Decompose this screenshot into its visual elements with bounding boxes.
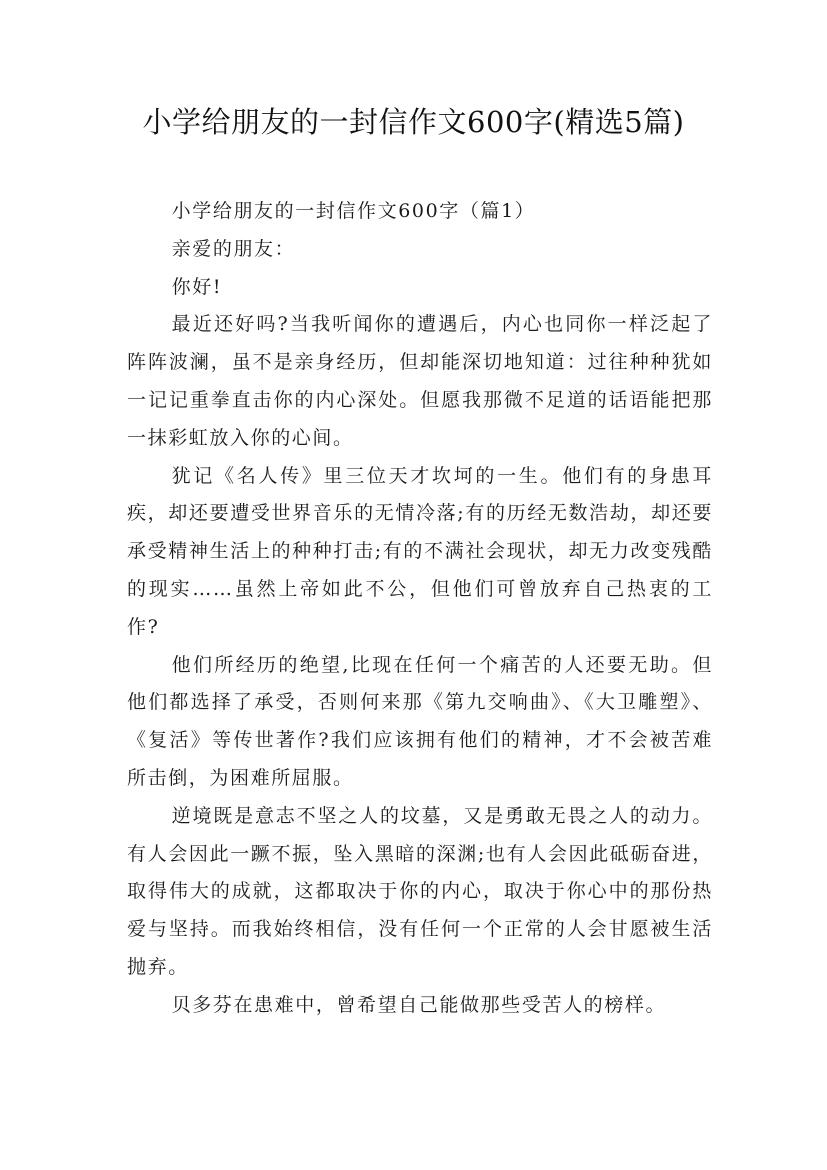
salutation: 亲爱的朋友： bbox=[171, 237, 296, 260]
section-heading: 小学给朋友的一封信作文600字（篇1） bbox=[171, 200, 536, 222]
paragraph: 贝多芬在患难中，曾希望自己能做那些受苦人的榜样。 bbox=[171, 993, 667, 1016]
paragraph: 逆境既是意志不坚之人的坟墓，又是勇敢无畏之人的动力。有人会因此一蹶不振，坠入黑暗的深渊;也有人会因此砥砺奋进，取得伟大的成就，这都取决于你的内心，取决于你心中的那份热爱与坚持。而我始终相信，没有任何一个正常的人会甘愿被生活抛弃。 bbox=[127, 804, 713, 978]
paragraph: 最近还好吗?当我听闻你的遭遇后，内心也同你一样泛起了阵阵波澜，虽不是亲身经历，但却能深切地知道：过往种种犹如一记记重拳直击你的内心深处。但愿我那微不足道的话语能把那一抹彩虹放入你的心间。 bbox=[127, 313, 713, 449]
document-body bbox=[127, 193, 713, 1025]
paragraph: 他们所经历的绝望,比现在任何一个痛苦的人还要无助。但他们都选择了承受，否则何来那《第九交响曲》、《大卫雕塑》、《复活》等传世著作?我们应该拥有他们的精神，才不会被苦难所击倒，为困难所屈服。 bbox=[127, 653, 713, 789]
greeting: 你好! bbox=[171, 275, 223, 298]
document-title: 小学给朋友的一封信作文600字(精选5篇) bbox=[142, 105, 685, 139]
paragraph: 犹记《名人传》里三位天才坎坷的一生。他们有的身患耳疾，却还要遭受世界音乐的无情冷落;有的历经无数浩劫，却还要承受精神生活上的种种打击;有的不满社会现状，却无力改变残酷的现实……虽然上帝如此不公，但他们可曾放弃自己热衷的工作? bbox=[127, 464, 713, 638]
